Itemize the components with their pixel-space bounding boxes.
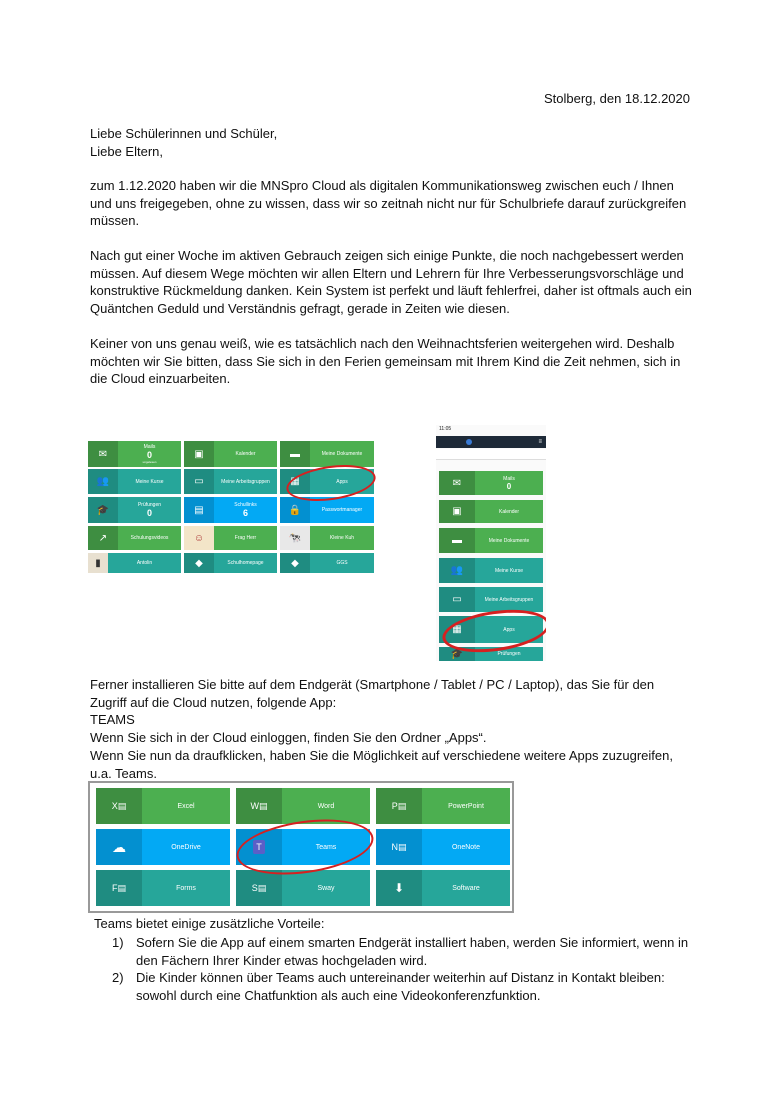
tile-meine-arbeitsgruppen[interactable] [184, 469, 277, 494]
desktop-dashboard-screenshot [88, 441, 374, 573]
cloud-icon: ☁ [96, 829, 142, 865]
tile-frag-herr[interactable] [184, 526, 277, 550]
tile-schulungsvideos-label: Schulungsvideos [130, 535, 169, 541]
avatar[interactable] [466, 439, 472, 445]
tile-meine-kurse-label: Meine Kurse [135, 478, 164, 485]
character-image: ☺ [184, 526, 214, 550]
tile-meine-dokumente[interactable] [280, 441, 374, 467]
mobile-app-screenshot [436, 425, 546, 661]
tile-mails[interactable] [88, 441, 181, 467]
direction-icon: ◆ [280, 553, 310, 573]
tile-mails-count: 0 [146, 450, 152, 460]
links-icon: ▤ [184, 497, 214, 523]
app-tile-forms[interactable] [96, 870, 230, 906]
excel-icon: X▤ [96, 788, 142, 824]
tile-antolin-label: Antolin [136, 560, 153, 566]
external-link-icon: ↗ [88, 526, 118, 550]
mobile-header-bar [436, 436, 546, 448]
tile-ggs[interactable] [280, 553, 374, 573]
powerpoint-icon: P▤ [376, 788, 422, 824]
tile-passwortmanager[interactable] [280, 497, 374, 523]
apps-folder-instruction: Wenn Sie sich in der Cloud einloggen, finden Sie den Ordner „Apps“. [90, 730, 487, 745]
mobile-tile-apps-label: Apps [503, 626, 515, 633]
advantages-intro: Teams bietet einige zusätzliche Vorteile: [94, 916, 325, 931]
app-tile-onenote-label: OneNote [451, 843, 481, 851]
sway-icon: S▤ [236, 870, 282, 906]
app-tile-excel[interactable] [96, 788, 230, 824]
tile-schulhomepage-label: Schulhomepage [227, 560, 264, 566]
teams-label: TEAMS [90, 712, 135, 727]
word-icon: W▤ [236, 788, 282, 824]
mobile-tile-pruefungen-label: Prüfungen [497, 651, 521, 657]
mobile-tile-meine-dokumente-label: Meine Dokumente [488, 537, 530, 544]
folder-icon: ▬ [439, 528, 475, 553]
calendar-icon: ▣ [439, 500, 475, 523]
mobile-tile-meine-dokumente[interactable] [439, 528, 543, 553]
list-number: 2) [112, 970, 124, 985]
forms-icon: F▤ [96, 870, 142, 906]
app-tile-word[interactable] [236, 788, 370, 824]
tile-passwortmanager-label: Passwortmanager [321, 507, 363, 513]
tile-kalender-label: Kalender [235, 451, 256, 457]
mobile-time: 11:05 [439, 426, 452, 432]
app-tile-sway-label: Sway [317, 884, 335, 892]
app-tile-sway[interactable] [236, 870, 370, 906]
tile-meine-arbeitsgruppen-label: Meine Arbeitsgruppen [221, 478, 270, 485]
mail-icon: ✉ [439, 471, 475, 495]
paragraph-feedback: Nach gut einer Woche im aktiven Gebrauch zeigen sich einige Punkte, die noch nachgebessert werden müssen. Auf diesem Wege möchten wir allen Eltern und Lehrern für Ihre Verbesserungsvorschläge und konstruktive Rückmeldung danken. Kein System ist perfekt und läuft fehlerfrei, daher ist oftmals auch ein Quäntchen Geduld und Verständnis gefragt, gerade in Zeiten wie diesen. [90, 248, 692, 316]
paragraph-cloud-intro: zum 1.12.2020 haben wir die MNSpro Cloud als digitalen Kommunikationsweg zwischen euch / Ihnen und uns freigegeben, ohne zu wissen, dass wir so zeitnah nicht nur für Schulbriefe darauf zurückgreifen müssen. [90, 178, 687, 229]
list-text: Die Kinder können über Teams auch untereinander weiterhin auf Distanz in Kontakt bleiben: sowohl durch eine Chatfunktion als auch eine Videokonferenzfunktion. [136, 970, 665, 1003]
app-tile-word-label: Word [317, 802, 335, 810]
tile-schullinks-count: 6 [242, 508, 248, 518]
apps-click-instruction: Wenn Sie nun da draufklicken, haben Sie die Möglichkeit auf verschiedene weitere Apps zuzugreifen, u.a. Teams. [90, 748, 673, 781]
app-tile-onedrive[interactable] [96, 829, 230, 865]
teams-icon: T [236, 829, 282, 865]
salutation-students: Liebe Schülerinnen und Schüler, [90, 126, 278, 141]
paragraph-holidays: Keiner von uns genau weiß, wie es tatsächlich nach den Weihnachtsferien weitergehen wird. Deshalb möchten wir Sie bitten, dass Sie sich in den Ferien gemeinsam mit Ihrem Kind die Zeit nehmen, sich in die Cloud einzuarbeiten. [90, 336, 681, 387]
graduation-cap-icon: 🎓 [439, 647, 475, 661]
app-tile-excel-label: Excel [177, 802, 195, 810]
tile-mails-sub: ungelesen [142, 460, 157, 464]
antolin-logo-icon: ▮ [88, 553, 108, 573]
list-item [108, 934, 708, 970]
apps-icon: ▦ [439, 616, 475, 643]
app-tile-onedrive-label: OneDrive [171, 843, 201, 851]
animal-image: 🐄 [280, 526, 310, 550]
date-line: Stolberg, den 18.12.2020 [543, 91, 690, 106]
mobile-tile-meine-kurse-label: Meine Kurse [494, 567, 524, 574]
tile-mails-label: Mails [143, 444, 156, 450]
tile-schulhomepage[interactable] [184, 553, 277, 573]
list-text: Sofern Sie die App auf einem smarten Endgerät installiert haben, werden Sie informiert, wenn in den Fächern Ihrer Kinder etwas hochgeladen wird. [136, 935, 689, 968]
menu-icon[interactable]: ≡ [538, 439, 542, 445]
list-number: 1) [112, 935, 124, 950]
mobile-tile-kalender-label: Kalender [498, 508, 519, 515]
app-tile-software-label: Software [452, 884, 480, 892]
mobile-search-bar[interactable] [436, 449, 546, 460]
tile-pruefungen[interactable] [88, 497, 181, 523]
folder-icon: ▬ [280, 441, 310, 467]
apps-icon: ▦ [280, 469, 310, 494]
tile-frag-herr-label: Frag Herr [234, 535, 257, 541]
lock-icon: 🔒 [280, 497, 310, 523]
tile-meine-kurse[interactable] [88, 469, 181, 494]
tile-ggs-label: GGS [336, 560, 348, 566]
tile-kleine[interactable] [280, 526, 374, 550]
tile-schullinks-label: Schullinks [234, 502, 257, 508]
onenote-icon: N▤ [376, 829, 422, 865]
people-icon: 👥 [88, 469, 118, 494]
app-tile-powerpoint[interactable] [376, 788, 510, 824]
download-icon: ⬇ [376, 870, 422, 906]
app-tile-software[interactable] [376, 870, 510, 906]
apps-grid-screenshot [88, 781, 514, 913]
tile-antolin[interactable] [88, 553, 181, 573]
calendar-icon: ▣ [184, 441, 214, 467]
tile-pruefungen-label: Prüfungen [137, 502, 162, 508]
list-item [108, 969, 708, 1005]
group-card-icon: ▭ [439, 587, 475, 612]
mobile-tile-kalender[interactable] [439, 500, 543, 523]
tile-pruefungen-count: 0 [146, 508, 152, 518]
tile-kalender[interactable] [184, 441, 277, 467]
salutation-parents: Liebe Eltern, [90, 144, 163, 159]
people-icon: 👥 [439, 558, 475, 583]
mobile-tile-meine-arbeitsgruppen[interactable] [439, 587, 543, 612]
tile-apps-label: Apps [336, 478, 348, 485]
mobile-tile-mails-label: Mails [503, 475, 515, 482]
app-tile-powerpoint-label: PowerPoint [448, 802, 484, 810]
app-tile-teams-label: Teams [315, 843, 337, 851]
tile-meine-dokumente-label: Meine Dokumente [321, 451, 363, 457]
mobile-tile-meine-kurse[interactable] [439, 558, 543, 583]
mobile-tile-meine-arbeitsgruppen-label: Meine Arbeitsgruppen [484, 596, 534, 603]
mail-icon: ✉ [88, 441, 118, 467]
app-tile-forms-label: Forms [176, 884, 196, 892]
direction-icon: ◆ [184, 553, 214, 573]
tile-schullinks[interactable] [184, 497, 277, 523]
mobile-tile-mails-count: 0 [506, 481, 512, 491]
install-instruction: Ferner installieren Sie bitte auf dem Endgerät (Smartphone / Tablet / PC / Laptop), das Sie für den Zugriff auf die Cloud nutzen, folgende App: [90, 677, 655, 710]
group-card-icon: ▭ [184, 469, 214, 494]
app-tile-onenote[interactable] [376, 829, 510, 865]
tile-kleine-label: Kleine Kuh [329, 535, 355, 541]
graduation-cap-icon: 🎓 [88, 497, 118, 523]
tile-schulungsvideos[interactable] [88, 526, 181, 550]
mobile-tile-mails[interactable] [439, 471, 543, 495]
